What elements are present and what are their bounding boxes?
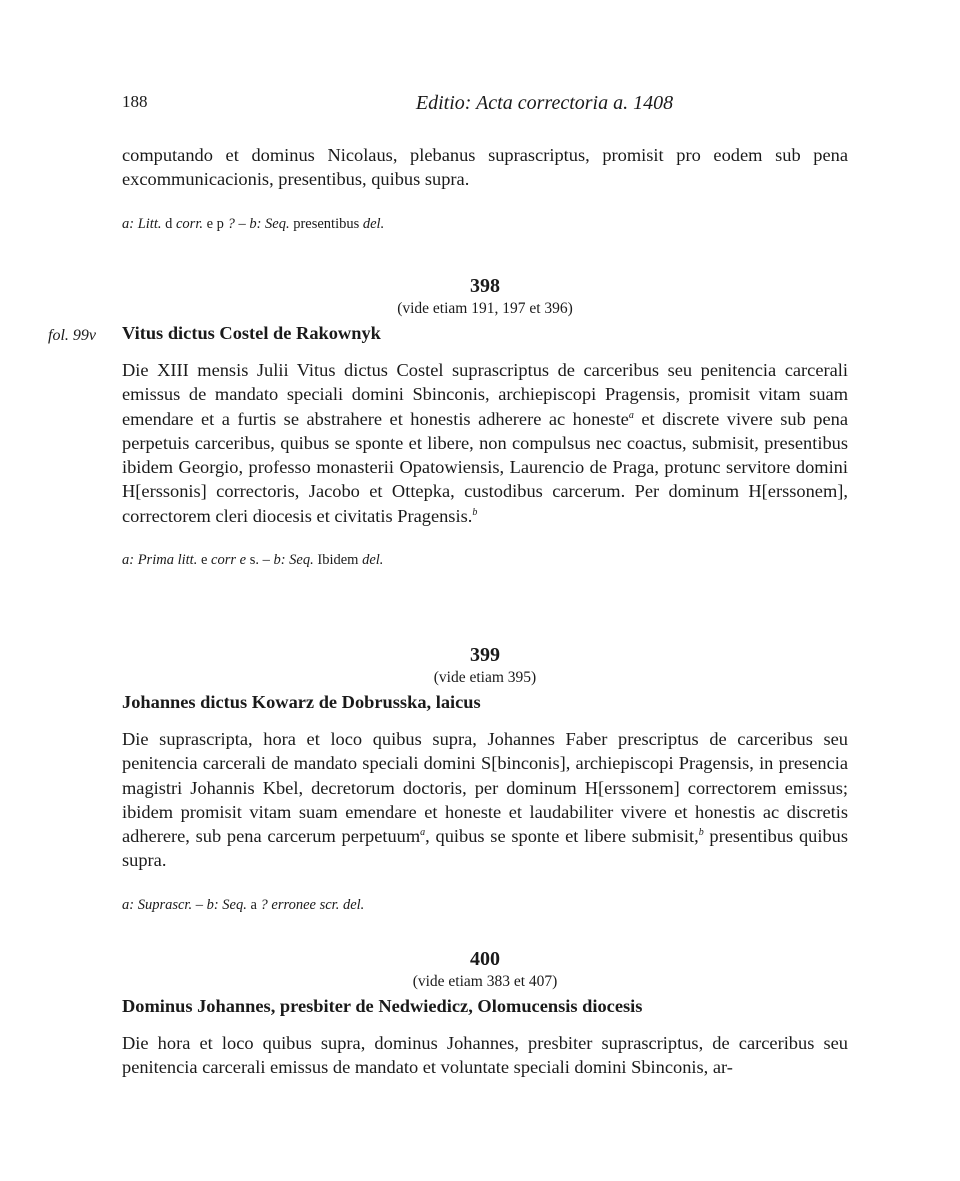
page-header	[122, 92, 847, 118]
intro-section	[122, 143, 848, 233]
entry-number: 398	[470, 275, 500, 297]
entry-title: Dominus Johannes, presbiter de Nedwiedicz, Olomucensis diocesis	[122, 996, 643, 1016]
entry-paragraph: Die suprascripta, hora et loco quibus supra, Johannes Faber prescriptus de carceribus seu penitencia carcerali de mandato speciali domini S[binconis], archiepiscopi Pragensis, in presencia magistri Johannis Kbel, decretorum doctoris, per dominum H[erssonem] correctorem emissus; ibidem promisit vitam suam emendare et honeste et laudabiliter vivere et honestis ac discretis adherere, sub pena carcerum perpetuum$^a$, quibus se sponte et libere submisit,$^b$ presentibus quibus supra.	[122, 729, 848, 871]
entry-number: 399	[470, 644, 500, 666]
entry-paragraph: Die XIII mensis Julii Vitus dictus Costel suprascriptus de carceribus seu penitencia carcerali emissus de mandato speciali domini Sbinconis, archiepiscopi Pragensis, promisit vitam suam emendare et a furtis se abstrahere et honestis adherere ac honeste$^a$ et discrete vivere sub pena perpetuis carceribus, quibus se sponte et libere, non compulsus nec coactus, submisit, presentibus ibidem Georgio, professo monasterii Opatowiensis, Laurencio de Praga, protunc servitore domini H[erssonis] correctoris, Jacobo et Ottepka, custodibus carcerum. Per dominum H[erssonem], correctorem cleri diocesis et civitatis Pragensis.$^b$	[122, 360, 848, 526]
entry-footnote: a: Prima litt. e corr e s. – b: Seq. Ibidem del.	[122, 552, 384, 569]
intro-footnote: a: Litt. d corr. e p ? – b: Seq. presentibus del.	[122, 215, 385, 232]
folio-marker: fol. 99v	[48, 327, 96, 344]
page-number: 188	[122, 92, 148, 111]
cross-reference: (vide etiam 383 et 407)	[412, 973, 558, 990]
entry-399	[122, 644, 848, 914]
entry-title: Johannes dictus Kowarz de Dobrusska, laicus	[122, 692, 481, 712]
entry-title: Vitus dictus Costel de Rakownyk	[122, 323, 381, 343]
entry-400	[122, 948, 848, 1080]
cross-reference: (vide etiam 191, 197 et 396)	[397, 300, 573, 317]
entry-paragraph: Die hora et loco quibus supra, dominus Johannes, presbiter suprascriptus, de carceribus seu penitencia carcerali emissus de mandato et voluntate speciali domini Sbinconis, ar-	[122, 1033, 848, 1078]
cross-reference: (vide etiam 395)	[433, 669, 537, 686]
entry-398	[122, 275, 848, 569]
intro-paragraph: computando et dominus Nicolaus, plebanus suprascriptus, promisit pro eodem sub pena excommunicacionis, presentibus, quibus supra.	[122, 145, 848, 190]
running-title: Editio: Acta correctoria a. 1408	[415, 92, 674, 114]
entry-footnote: a: Suprascr. – b: Seq. a ? erronee scr. del.	[122, 896, 365, 913]
entry-number: 400	[470, 948, 500, 970]
